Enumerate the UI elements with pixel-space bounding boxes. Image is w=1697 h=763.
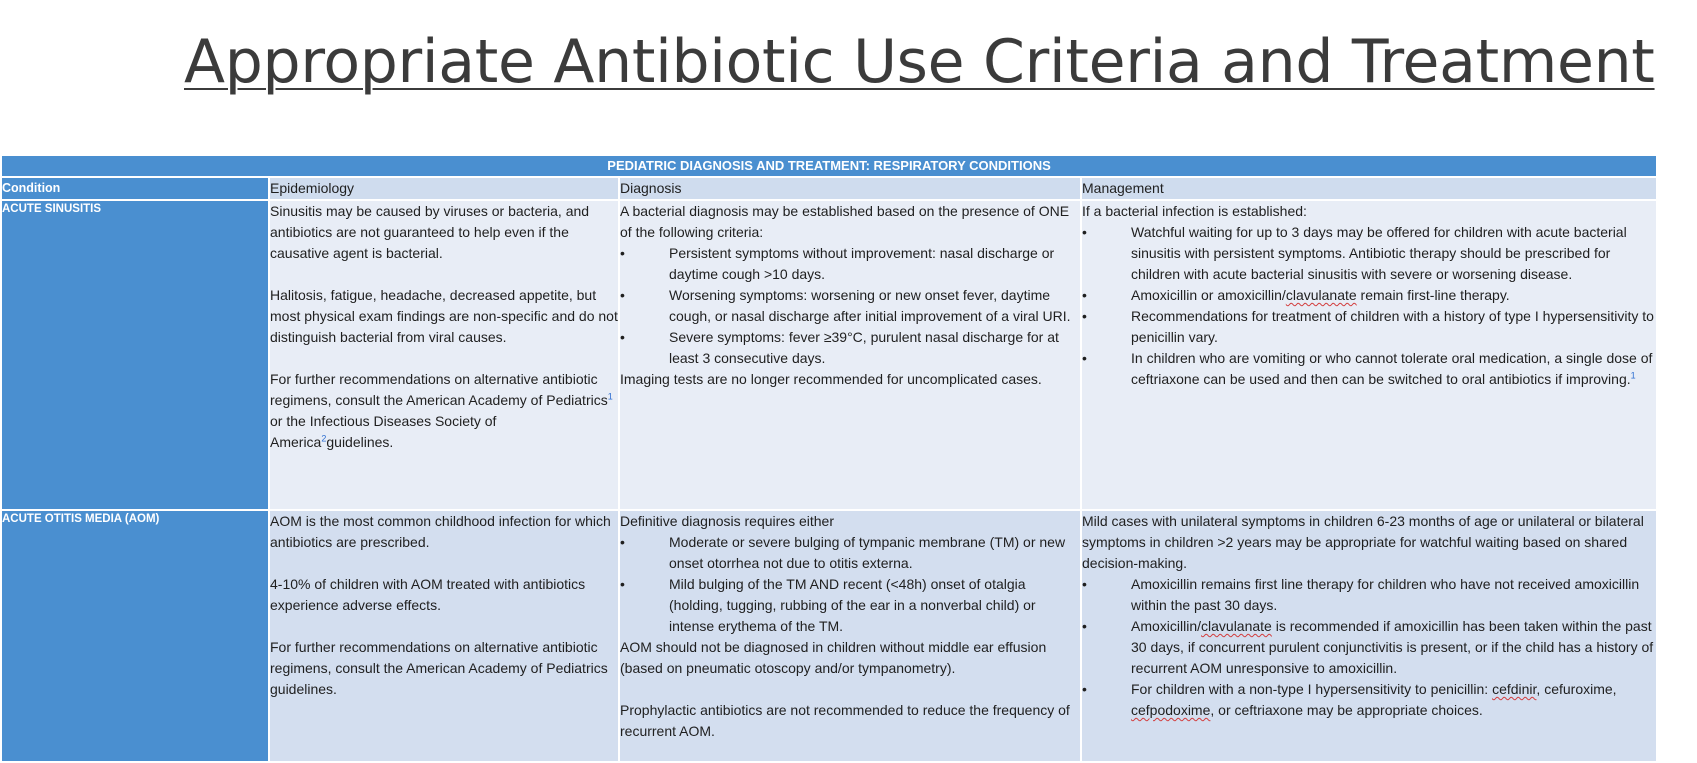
epidemiology-paragraph [270, 369, 618, 453]
condition-cell: ACUTE SINUSITIS [1, 200, 269, 510]
table-row-acute-sinusitis [1, 200, 1657, 510]
epidemiology-paragraph: Halitosis, fatigue, headache, decreased appetite, but most physical exam findings are non-specific and do not distinguish bacterial from viral causes. [270, 287, 618, 345]
list-item: • Watchful waiting for up to 3 days may be offered for children with acute bacterial sinusitis with persistent symptoms. Antibiotic therapy should be prescribed for children with acute bacterial sinusitis with severe or worsening disease. [1082, 222, 1656, 285]
management-cell [1081, 200, 1657, 510]
diagnosis-note: Prophylactic antibiotics are not recommended to reduce the frequency of recurrent AOM. [620, 702, 1070, 739]
diagnosis-intro: Definitive diagnosis requires either [620, 513, 834, 529]
diagnosis-note: AOM should not be diagnosed in children without middle ear effusion (based on pneumatic otoscopy and/or tympanometry). [620, 639, 1047, 676]
text-run: guidelines. [326, 434, 394, 450]
list-item [1082, 679, 1656, 721]
diagnosis-cell [619, 510, 1081, 762]
spellcheck-word: cefdinir [1492, 681, 1537, 697]
column-header-condition: Condition [1, 177, 269, 200]
epidemiology-paragraph: Sinusitis may be caused by viruses or bacteria, and antibiotics are not guaranteed to help even if the causative agent is bacterial. [270, 203, 590, 261]
column-header-management: Management [1081, 177, 1657, 200]
respiratory-conditions-table [0, 154, 1658, 763]
text-run: , cefuroxime, [1536, 681, 1617, 697]
table-banner-row [1, 155, 1657, 177]
column-header-epidemiology: Epidemiology [269, 177, 619, 200]
list-item [1082, 616, 1656, 679]
epidemiology-paragraph: For further recommendations on alternative antibiotic regimens, consult the American Academy of Pediatrics guidelines. [270, 639, 608, 697]
management-cell [1081, 510, 1657, 762]
list-item: • Severe symptoms: fever ≥39°C, purulent nasal discharge for at least 3 consecutive days. [620, 327, 1080, 369]
text-run: Amoxicillin or amoxicillin/ [1131, 287, 1286, 303]
diagnosis-criteria-list [620, 243, 1080, 369]
text-run: is recommended if amoxicillin has been taken within the past 30 days, if concurrent purulent conjunctivitis is present, or if the child has a history of recurrent AOM unresponsive to amoxicillin. [1131, 618, 1654, 676]
text-run: Amoxicillin/ [1131, 618, 1202, 634]
list-item: • Mild bulging of the TM AND recent (<48h) onset of otalgia (holding, tugging, rubbing of the ear in a nonverbal child) or intense erythema of the TM. [620, 574, 1080, 637]
diagnosis-note: Imaging tests are no longer recommended for uncomplicated cases. [620, 371, 1042, 387]
list-item: • Persistent symptoms without improvement: nasal discharge or daytime cough >10 days. [620, 243, 1080, 285]
management-intro: Mild cases with unilateral symptoms in children 6-23 months of age or unilateral or bilateral symptoms in children >2 years may be appropriate for watchful waiting based on shared decision-making. [1082, 513, 1644, 571]
text-run: For children with a non-type I hypersensitivity to penicillin: [1131, 681, 1493, 697]
text-run: remain first-line therapy. [1356, 287, 1510, 303]
spellcheck-word: clavulanate [1201, 618, 1272, 634]
list-item: • Amoxicillin remains first line therapy for children who have not received amoxicillin within the past 30 days. [1082, 574, 1656, 616]
diagnosis-intro: A bacterial diagnosis may be established based on the presence of ONE of the following criteria: [620, 203, 1070, 240]
diagnosis-cell [619, 200, 1081, 510]
text-run: For further recommendations on alternative antibiotic regimens, consult the American Academy of Pediatrics [270, 371, 608, 408]
reference-link[interactable]: 1 [1630, 370, 1636, 381]
epidemiology-paragraph: AOM is the most common childhood infection for which antibiotics are prescribed. [270, 513, 611, 550]
reference-link[interactable]: 2 [321, 433, 327, 444]
reference-link[interactable]: 1 [607, 391, 613, 402]
text-run: , or ceftriaxone may be appropriate choices. [1210, 702, 1483, 718]
management-intro: If a bacterial infection is established: [1082, 203, 1307, 219]
list-item: • Recommendations for treatment of children with a history of type I hypersensitivity to penicillin vary. [1082, 306, 1656, 348]
condition-cell: ACUTE OTITIS MEDIA (AOM) [1, 510, 269, 762]
column-header-row [1, 177, 1657, 200]
list-item [1082, 348, 1656, 390]
list-item: • Moderate or severe bulging of tympanic membrane (TM) or new onset otorrhea not due to otitis externa. [620, 532, 1080, 574]
spellcheck-word: clavulanate [1285, 287, 1357, 303]
management-list [1082, 222, 1656, 390]
epidemiology-paragraph: 4-10% of children with AOM treated with antibiotics experience adverse effects. [270, 576, 586, 613]
epidemiology-cell [269, 200, 619, 510]
list-item: • Worsening symptoms: worsening or new onset fever, daytime cough, or nasal discharge after initial improvement of a viral URI. [620, 285, 1080, 327]
diagnosis-criteria-list [620, 532, 1080, 637]
text-run: In children who are vomiting or who cannot tolerate oral medication, a single dose of ceftriaxone can be used and then can be switched to oral antibiotics if improving. [1131, 350, 1653, 387]
list-item [1082, 285, 1656, 306]
table-row-acute-otitis-media [1, 510, 1657, 762]
text-run: or the Infectious Diseases Society of America [270, 413, 497, 450]
management-list [1082, 574, 1656, 721]
column-header-diagnosis: Diagnosis [619, 177, 1081, 200]
epidemiology-cell [269, 510, 619, 762]
page-title: Appropriate Antibiotic Use Criteria and Treatment [184, 27, 1655, 97]
table-banner: PEDIATRIC DIAGNOSIS AND TREATMENT: RESPIRATORY CONDITIONS [1, 155, 1657, 177]
spellcheck-word: cefpodoxime [1131, 702, 1211, 718]
